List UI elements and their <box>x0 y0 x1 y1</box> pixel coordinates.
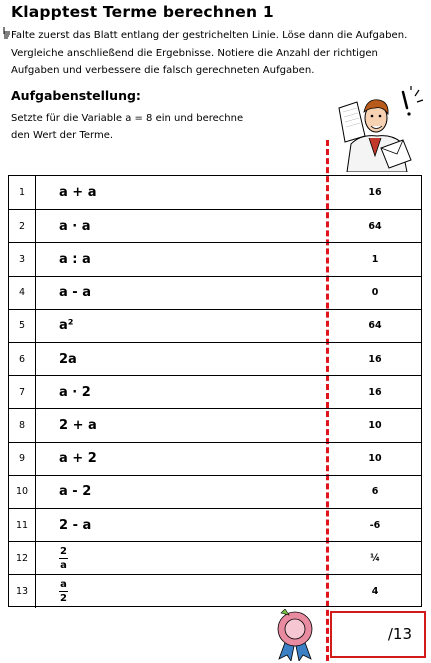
term-value: 16 <box>368 187 382 199</box>
task-line: Setzte für die Variable a = 8 ein und berechne <box>11 113 244 124</box>
term-value: 16 <box>368 386 382 398</box>
task-line: den Wert der Terme. <box>11 130 114 141</box>
term-expression: a · a <box>59 218 91 234</box>
task-number: 11 <box>9 509 36 541</box>
term-expression: a : a <box>59 251 91 267</box>
task-number: 9 <box>9 443 36 475</box>
instruction-line: Falte zuerst das Blatt entlang der gestrichelten Linie. Löse dann die Aufgaben. <box>11 30 408 41</box>
term-expression: a + a <box>59 185 97 201</box>
table-row <box>9 276 421 309</box>
table-row <box>9 375 421 408</box>
fraction-numerator: a <box>60 578 67 590</box>
term-value: 10 <box>368 419 382 431</box>
score-total: /13 <box>387 625 412 643</box>
term-expression: 2 + a <box>59 417 97 433</box>
table-row <box>9 242 421 275</box>
task-number: 1 <box>9 176 36 209</box>
instruction-line: Vergleiche anschließend die Ergebnisse. Notiere die Anzahl der richtigen <box>11 47 378 59</box>
fraction-bar <box>59 591 68 592</box>
task-number: 8 <box>9 409 36 441</box>
task-number: 4 <box>9 277 36 309</box>
task-text <box>11 110 256 144</box>
term-value: 6 <box>371 486 379 498</box>
task-number: 10 <box>9 476 36 508</box>
fraction-numerator: 2 <box>60 545 67 557</box>
term-expression: a + 2 <box>59 451 97 467</box>
table-row <box>9 209 421 242</box>
term-value: 64 <box>368 320 382 332</box>
fraction-denominator: a <box>60 559 67 571</box>
fraction <box>59 546 68 571</box>
table-row <box>9 176 421 209</box>
fraction-bar <box>59 558 68 559</box>
table-row <box>9 475 421 508</box>
term-expression: 2 - a <box>59 517 92 533</box>
table-row <box>9 309 421 342</box>
task-number: 2 <box>9 210 36 242</box>
table-row <box>9 508 421 541</box>
term-expression: a² <box>59 318 74 334</box>
term-value: -6 <box>369 519 381 531</box>
term-expression: a - 2 <box>59 484 92 500</box>
term-expression <box>59 542 68 574</box>
fraction-denominator: 2 <box>60 592 67 604</box>
term-value: 16 <box>368 353 382 365</box>
term-value: 1 <box>371 253 379 265</box>
term-value: ¼ <box>370 552 380 564</box>
term-expression: a - a <box>59 285 91 301</box>
instructions <box>11 27 421 80</box>
term-expression <box>59 575 68 607</box>
task-number: 7 <box>9 376 36 408</box>
table-row <box>9 541 421 574</box>
task-heading: Aufgabenstellung: <box>11 88 141 103</box>
table-row <box>9 342 421 375</box>
task-number: 12 <box>9 542 36 574</box>
term-value: 0 <box>371 287 379 299</box>
table-row <box>9 442 421 475</box>
worksheet-title: Klapptest Terme berechnen 1 <box>11 3 274 21</box>
instruction-line: Aufgaben und verbessere die falsch gerechneten Aufgaben. <box>11 65 315 76</box>
term-expression: 2a <box>59 351 77 367</box>
table-row <box>9 408 421 441</box>
task-number: 6 <box>9 343 36 375</box>
fraction <box>59 579 68 604</box>
task-number: 13 <box>9 575 36 607</box>
term-value: 4 <box>371 585 379 597</box>
table-row <box>9 574 421 607</box>
task-number: 5 <box>9 310 36 342</box>
term-value: 64 <box>368 220 382 232</box>
cartoon-man-with-paper-illustration <box>331 86 426 172</box>
term-expression: a · 2 <box>59 384 91 400</box>
task-table <box>8 175 422 607</box>
award-rosette-icon <box>273 609 317 661</box>
score-box[interactable] <box>330 611 426 658</box>
task-number: 3 <box>9 243 36 275</box>
term-value: 10 <box>368 453 382 465</box>
